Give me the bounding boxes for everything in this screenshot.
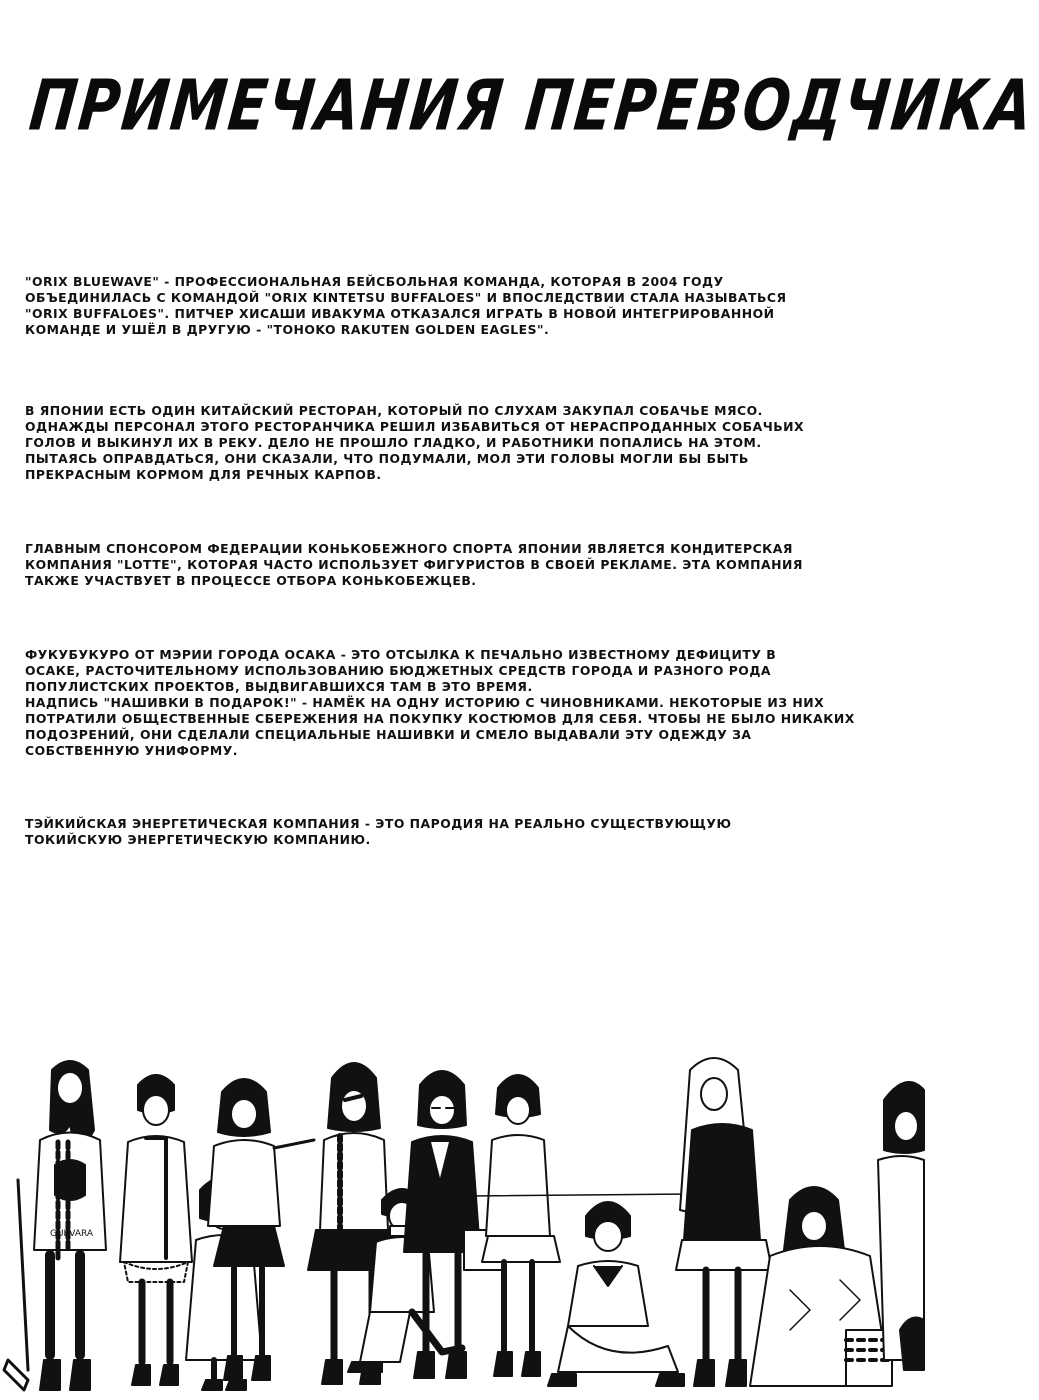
hoodie-print: GUEVARA (50, 1229, 94, 1239)
note-line: КОМПАНИЯ "LOTTE", КОТОРАЯ ЧАСТО ИСПОЛЬЗУЕТ ФИГУРИСТОВ В СВОЕЙ РЕКЛАМЕ. ЭТА КОМПАНИЯ (25, 557, 803, 572)
character-edge-girl (878, 1082, 924, 1370)
note-line: КОМАНДЕ И УШЁЛ В ДРУГУЮ - "TOHOKO RAKUTEN GOLDEN EAGLES". (25, 322, 550, 337)
character-sitting-girl (548, 1202, 684, 1386)
note-line: ПОДОЗРЕНИЙ, ОНИ СДЕЛАЛИ СПЕЦИАЛЬНЫЕ НАШИВКИ И СМЕЛО ВЫДАВАЛИ ЭТУ ОДЕЖДУ ЗА (25, 727, 752, 742)
note-line: ПОПУЛИСТСКИХ ПРОЕКТОВ, ВЫДВИГАВШИХСЯ ТАМ В ЭТО ВРЕМЯ. (25, 679, 533, 694)
characters-illustration (0, 1030, 924, 1400)
note-line: ПОТРАТИЛИ ОБЩЕСТВЕННЫЕ СБЕРЕЖЕНИЯ НА ПОКУПКУ КОСТЮМОВ ДЛЯ СЕБЯ. ЧТОБЫ НЕ БЫЛО НИКАКИХ (25, 711, 855, 726)
note-line: ГЛАВНЫМ СПОНСОРОМ ФЕДЕРАЦИИ КОНЬКОБЕЖНОГО СПОРТА ЯПОНИИ ЯВЛЯЕТСЯ КОНДИТЕРСКАЯ (25, 541, 793, 556)
note-line: ГОЛОВ И ВЫКИНУЛ ИХ В РЕКУ. ДЕЛО НЕ ПРОШЛО ГЛАДКО, И РАБОТНИКИ ПОПАЛИСЬ НА ЭТОМ. (25, 435, 762, 450)
note-line: "ORIX BUFFALOES". ПИТЧЕР ХИСАШИ ИВАКУМА ОТКАЗАЛСЯ ИГРАТЬ В НОВОЙ ИНТЕГРИРОВАННОЙ (25, 306, 775, 321)
page-title: ПРИМЕЧАНИЯ ПЕРЕВОДЧИКА (25, 65, 1038, 147)
character-short-hair-girl (120, 1075, 192, 1385)
note-line: "ORIX BLUEWAVE" - ПРОФЕССИОНАЛЬНАЯ БЕЙСБОЛЬНАЯ КОМАНДА, КОТОРАЯ В 2004 ГОДУ (25, 274, 724, 289)
character-blanket-girl (750, 1187, 892, 1386)
note-line: НАДПИСЬ "НАШИВКИ В ПОДАРОК!" - НАМЁК НА ОДНУ ИСТОРИЮ С ЧИНОВНИКАМИ. НЕКОТОРЫЕ ИЗ НИХ (25, 695, 825, 710)
character-long-hair-girl (4, 1061, 106, 1390)
note-line: СОБСТВЕННУЮ УНИФОРМУ. (25, 743, 238, 758)
note-energy-company (25, 816, 905, 848)
character-leash-girl (470, 1075, 690, 1376)
note-line: ТЭЙКИЙСКАЯ ЭНЕРГЕТИЧЕСКАЯ КОМПАНИЯ - ЭТО ПАРОДИЯ НА РЕАЛЬНО СУЩЕСТВУЮЩУЮ (25, 816, 732, 831)
note-line: В ЯПОНИИ ЕСТЬ ОДИН КИТАЙСКИЙ РЕСТОРАН, КОТОРЫЙ ПО СЛУХАМ ЗАКУПАЛ СОБАЧЬЕ МЯСО. (25, 403, 763, 418)
note-lotte (25, 541, 905, 589)
note-line: ТАКЖЕ УЧАСТВУЕТ В ПРОЦЕССЕ ОТБОРА КОНЬКОБЕЖЦЕВ. (25, 573, 477, 588)
note-line: ПЫТАЯСЬ ОПРАВДАТЬСЯ, ОНИ СКАЗАЛИ, ЧТО ПОДУМАЛИ, МОЛ ЭТИ ГОЛОВЫ МОГЛИ БЫ БЫТЬ (25, 451, 749, 466)
note-line: ОСАКЕ, РАСТОЧИТЕЛЬНОМУ ИСПОЛЬЗОВАНИЮ БЮДЖЕТНЫХ СРЕДСТВ ГОРОДА И РАЗНОГО РОДА (25, 663, 771, 678)
note-orix (25, 274, 905, 338)
note-line: ОДНАЖДЫ ПЕРСОНАЛ ЭТОГО РЕСТОРАНЧИКА РЕШИЛ ИЗБАВИТЬСЯ ОТ НЕРАСПРОДАННЫХ СОБАЧЬИХ (25, 419, 805, 434)
note-line: ОБЪЕДИНИЛАСЬ С КОМАНДОЙ "ORIX KINTETSU BUFFALOES" И ВПОСЛЕДСТВИИ СТАЛА НАЗЫВАТЬСЯ (25, 290, 787, 305)
note-line: ТОКИЙСКУЮ ЭНЕРГЕТИЧЕСКУЮ КОМПАНИЮ. (25, 832, 371, 847)
note-line: ФУКУБУКУРО ОТ МЭРИИ ГОРОДА ОСАКА - ЭТО ОТСЫЛКА К ПЕЧАЛЬНО ИЗВЕСТНОМУ ДЕФИЦИТУ В (25, 647, 777, 662)
note-line: ПРЕКРАСНЫМ КОРМОМ ДЛЯ РЕЧНЫХ КАРПОВ. (25, 467, 382, 482)
note-osaka (25, 647, 905, 759)
note-chinese-restaurant (25, 403, 905, 483)
